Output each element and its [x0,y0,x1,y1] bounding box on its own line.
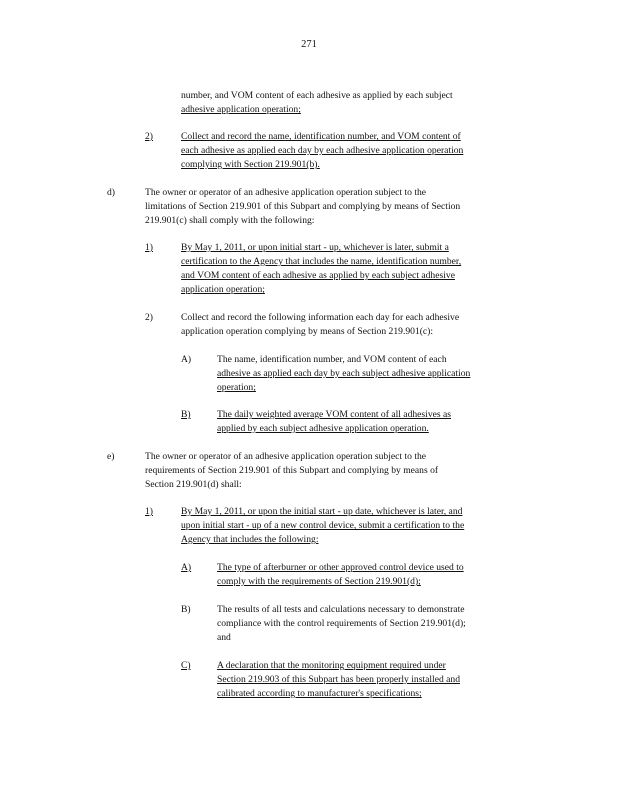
text-line: Collect and record the name, identification number, and VOM content of [181,131,461,142]
text-line: each adhesive as applied each day by each adhesive application operation [181,145,464,156]
text-line: The results of all tests and calculations necessary to demonstrate [217,604,465,615]
text-line: complying with Section 219.901(b). [181,159,320,170]
paragraph-d1 [181,241,531,297]
text-line: comply with the requirements of Section 219.901(d); [217,576,421,587]
text-line: limitations of Section 219.901 of this Subpart and complying by means of Section [145,201,461,212]
text-line: Collect and record the following information each day for each adhesive [181,312,460,323]
text-line: By May 1, 2011, or upon initial start - up, whichever is later, submit a [181,242,449,253]
text-line: application operation; [181,284,265,295]
text-line: The daily weighted average VOM content of all adhesives as [217,409,451,420]
text-line: requirements of Section 219.901 of this Subpart and complying by means of [145,465,439,476]
paragraph-e [145,450,535,492]
item-marker-e1c: C) [181,660,191,671]
text-line: The owner or operator of an adhesive application operation subject to the [145,451,427,462]
paragraph-d2a [217,353,532,395]
item-marker-e1a: A) [181,562,192,573]
item-marker-e1: 1) [145,506,153,517]
text-line: application operation complying by means of Section 219.901(c): [181,326,434,337]
text-line: Section 219.903 of this Subpart has been properly installed and [217,674,460,685]
item-marker-d: d) [107,187,115,198]
text-line: The owner or operator of an adhesive application operation subject to the [145,187,427,198]
text-line: Section 219.901(d) shall: [145,479,242,490]
item-marker-d2: 2) [145,312,153,323]
text-line: A declaration that the monitoring equipment required under [217,660,446,671]
item-marker-d2b: B) [181,409,191,420]
text-line: applied by each subject adhesive application operation. [217,423,429,434]
text-line: upon initial start - up of a new control device, submit a certification to the [181,520,465,531]
text-line: Agency that includes the following: [181,534,319,545]
paragraph-e1b [217,603,532,645]
text-line: number, and VOM content of each adhesive as applied by each subject [181,90,453,101]
paragraph-e1c [217,659,532,701]
item-marker-e: e) [107,451,115,462]
item-marker-d2a: A) [181,354,192,365]
paragraph-c2 [181,130,531,172]
paragraph-d2 [181,311,531,339]
text-line: adhesive as applied each day by each subject adhesive application [217,368,471,379]
text-line: By May 1, 2011, or upon the initial start - up date, whichever is later, and [181,506,463,517]
item-marker-c2: 2) [145,131,153,142]
text-line: certification to the Agency that includes the name, identification number, [181,256,462,267]
text-line: calibrated according to manufacturer's specifications; [217,688,422,699]
item-marker-d1: 1) [145,242,153,253]
text-line: adhesive application operation; [181,104,301,115]
text-line: and VOM content of each adhesive as applied by each subject adhesive [181,270,455,281]
text-line: The type of afterburner or other approved control device used to [217,562,464,573]
text-line: and [217,632,231,643]
text-line: 219.901(c) shall comply with the following: [145,215,315,226]
text-line: The name, identification number, and VOM content of each [217,354,447,365]
page-number: 271 [301,39,317,50]
paragraph-e1 [181,505,531,547]
continuation-paragraph [181,89,521,117]
paragraph-d2b [217,408,532,436]
item-marker-e1b: B) [181,604,191,615]
paragraph-e1a [217,561,532,589]
text-line: operation; [217,382,256,393]
paragraph-d [145,186,535,228]
text-line: compliance with the control requirements of Section 219.901(d); [217,618,466,629]
